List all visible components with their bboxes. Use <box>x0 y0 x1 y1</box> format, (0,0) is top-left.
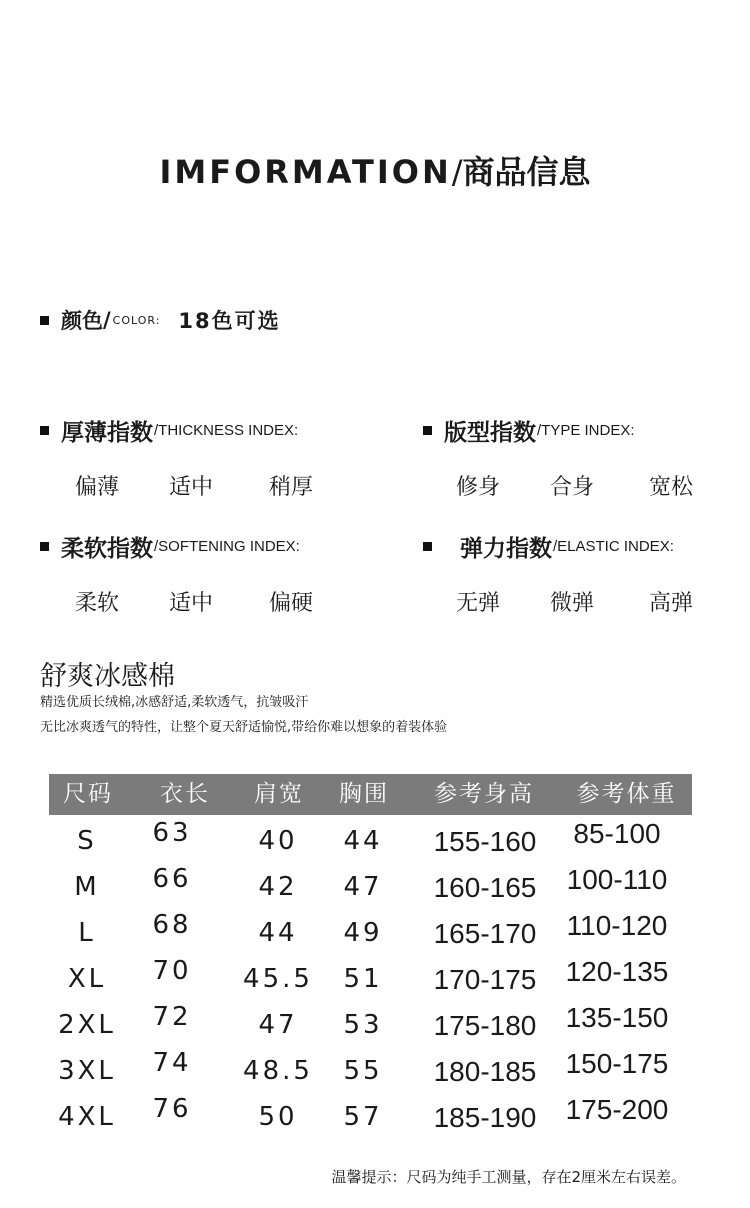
table-cell: 44 <box>258 918 298 948</box>
table-cell: 49 <box>343 918 383 948</box>
elastic-options <box>456 586 745 617</box>
type-label-en: /TYPE INDEX: <box>537 421 635 439</box>
size-table-header <box>49 774 692 815</box>
table-cell: 4XL <box>58 1102 116 1132</box>
type-option: 修身 <box>456 475 501 500</box>
table-cell: 120-135 <box>565 956 669 987</box>
table-cell: 68 <box>152 910 192 940</box>
fabric-title: 舒爽冰感棉 <box>40 661 175 692</box>
table-cell: L <box>78 918 96 948</box>
table-cell: 180-185 <box>433 1056 537 1087</box>
fabric-description-line-1: 精选优质长绒棉,冰感舒适,柔软透气，抗皱吸汗 <box>40 695 309 710</box>
table-cell: S <box>77 826 97 856</box>
softening-label-en: /SOFTENING INDEX: <box>154 537 300 555</box>
table-cell: 110-120 <box>566 910 668 941</box>
elastic-option: 高弹 <box>649 591 694 616</box>
softening-label: 柔软指数 <box>61 535 153 562</box>
header-shoulder: 肩宽 <box>254 781 304 807</box>
color-row <box>40 306 281 334</box>
table-cell: 170-175 <box>433 964 537 995</box>
table-cell: 66 <box>152 864 192 894</box>
table-cell: 40 <box>258 826 298 856</box>
bullet-icon <box>423 542 432 551</box>
elastic-option: 微弹 <box>550 591 595 616</box>
table-cell: 165-170 <box>433 918 537 949</box>
table-cell: 150-175 <box>565 1048 669 1079</box>
header-size: 尺码 <box>63 781 113 807</box>
table-cell: 53 <box>343 1010 383 1040</box>
table-cell: 47 <box>258 1010 298 1040</box>
table-cell: 85-100 <box>573 818 661 849</box>
type-option: 合身 <box>550 475 595 500</box>
bullet-icon <box>40 316 49 325</box>
elastic-option: 无弹 <box>456 591 501 616</box>
softening-options <box>75 586 365 617</box>
color-label-en: COLOR: <box>112 313 161 327</box>
bullet-icon <box>40 426 49 435</box>
title-separator: / <box>451 153 463 191</box>
title-chinese: 商品信息 <box>462 153 591 191</box>
table-cell: 3XL <box>58 1056 116 1086</box>
table-cell: XL <box>67 964 107 994</box>
elastic-label-en: /ELASTIC INDEX: <box>553 537 674 555</box>
table-cell: 185-190 <box>433 1102 537 1133</box>
bullet-icon <box>40 542 49 551</box>
color-slash: / <box>103 308 111 332</box>
type-label: 版型指数 <box>444 419 536 446</box>
table-cell: 55 <box>343 1056 383 1086</box>
thickness-options <box>75 470 365 501</box>
thickness-option: 偏薄 <box>75 475 120 500</box>
thickness-label: 厚薄指数 <box>61 419 153 446</box>
softening-index-heading <box>40 530 300 562</box>
table-cell: 47 <box>343 872 383 902</box>
measurement-note: 温馨提示：尺码为纯手工测量，存在2厘米左右误差。 <box>331 1168 686 1186</box>
softening-option: 柔软 <box>75 591 120 616</box>
table-cell: 50 <box>258 1102 298 1132</box>
table-cell: 72 <box>152 1002 192 1032</box>
table-cell: 48.5 <box>243 1056 313 1086</box>
table-cell: 2XL <box>58 1010 116 1040</box>
header-height: 参考身高 <box>434 781 534 807</box>
thickness-option: 稍厚 <box>269 475 314 500</box>
table-cell: 42 <box>258 872 298 902</box>
table-cell: 155-160 <box>433 826 537 857</box>
table-cell: 135-150 <box>565 1002 669 1033</box>
table-cell: 100-110 <box>566 864 668 895</box>
table-cell: 70 <box>152 956 192 986</box>
header-weight: 参考体重 <box>576 781 677 807</box>
thickness-label-en: /THICKNESS INDEX: <box>154 421 299 439</box>
bullet-icon <box>423 426 432 435</box>
type-index-heading <box>423 414 635 446</box>
elastic-label: 弹力指数 <box>460 535 552 562</box>
header-chest: 胸围 <box>339 781 389 807</box>
type-options <box>456 470 745 501</box>
type-option: 宽松 <box>649 475 694 500</box>
header-length: 衣长 <box>160 781 210 807</box>
page-title <box>0 152 750 192</box>
table-cell: 175-180 <box>433 1010 537 1041</box>
table-cell: 51 <box>343 964 383 994</box>
elastic-index-heading <box>423 530 674 562</box>
color-label: 颜色 <box>61 309 103 333</box>
table-cell: 175-200 <box>565 1094 669 1125</box>
thickness-index-heading <box>40 414 298 446</box>
thickness-option: 适中 <box>169 475 214 500</box>
color-value: 18色可选 <box>178 309 281 333</box>
table-cell: M <box>74 872 100 902</box>
table-cell: 57 <box>343 1102 383 1132</box>
table-cell: 74 <box>152 1048 192 1078</box>
softening-option: 适中 <box>169 591 214 616</box>
table-cell: 160-165 <box>433 872 537 903</box>
softening-option: 偏硬 <box>269 591 314 616</box>
title-english: IMFORMATION <box>159 153 452 191</box>
table-cell: 44 <box>343 826 383 856</box>
table-cell: 45.5 <box>243 964 313 994</box>
table-cell: 76 <box>152 1094 192 1124</box>
fabric-description-line-2: 无比冰爽透气的特性，让整个夏天舒适愉悦,带给你难以想象的着装体验 <box>40 720 448 735</box>
table-cell: 63 <box>152 818 192 848</box>
